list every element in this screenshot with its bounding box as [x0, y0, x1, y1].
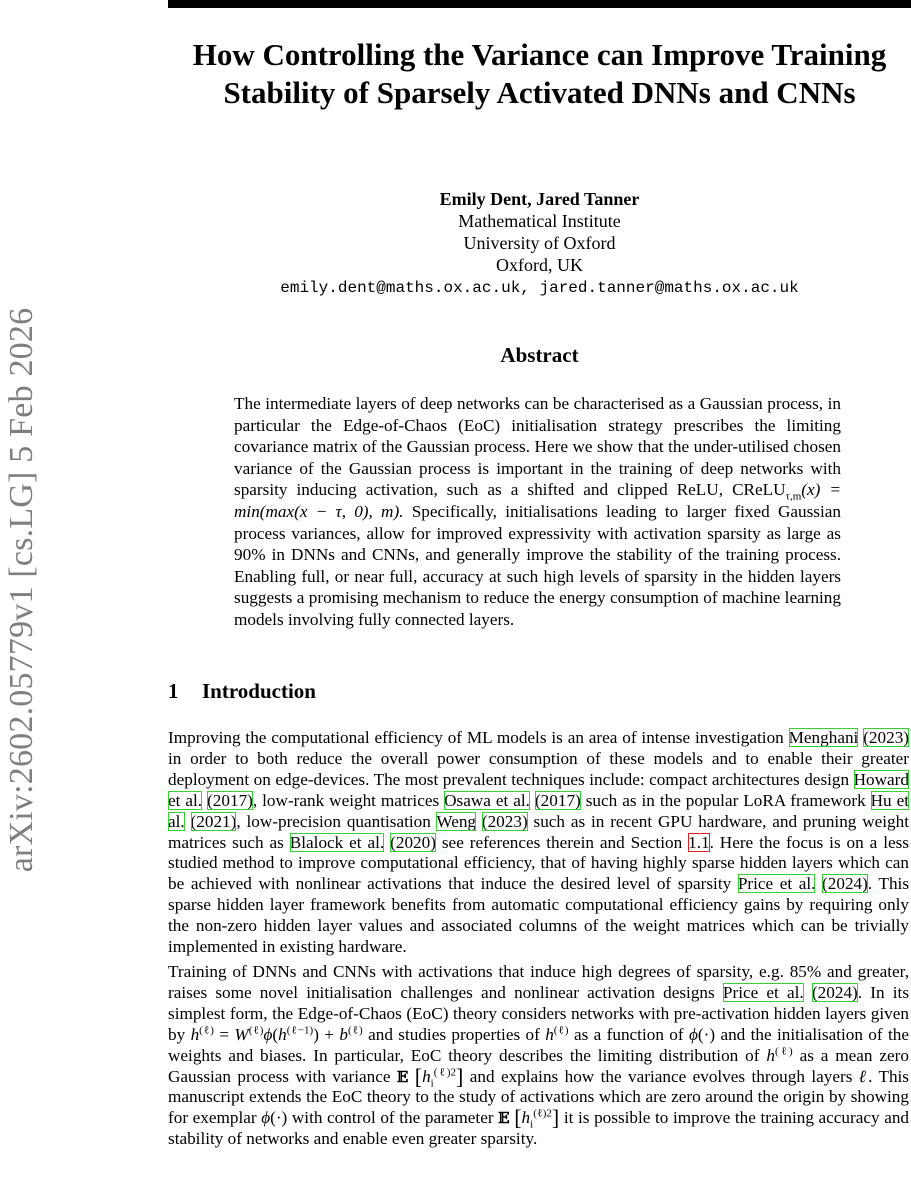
- citation-link[interactable]: Menghani: [788, 728, 859, 747]
- section-title: Introduction: [202, 679, 316, 703]
- section-heading-introduction: [168, 679, 316, 704]
- section-ref-link[interactable]: 1.1: [688, 832, 710, 852]
- citation-year-link[interactable]: (2024): [822, 874, 868, 894]
- citation-year-link[interactable]: (2020): [390, 832, 436, 852]
- title-line-1: How Controlling the Variance can Improve Training: [192, 37, 887, 72]
- author-emails: emily.dent@maths.ox.ac.uk, jared.tanner@maths.ox.ac.uk: [280, 279, 799, 297]
- abstract-text: The intermediate layers of deep networks can be characterised as a Gaussian process, in particular the Edge-of-Chaos (EoC) initialisation strategy prescribes the limiting covariance matrix of the Gaussian process. Here we show that the under-utilised chosen variance of the Gaussian process is important in the training of deep networks with sparsity inducing activation, such as a shifted and clipped ReLU, CReLU$_{\tau,m}$(x) = min(max(x − τ, 0), m). Specifically, initialisations leading to larger fixed Gaussian process variances, allow for improved expressivity with activation sparsity as large as 90% in DNNs and CNNs, and generally improve the stability of the training process. Enabling full, or near full, accuracy at such high levels of sparsity in the hidden layers suggests a promising mechanism to reduce the energy consumption of machine learning models involving fully connected layers.: [234, 394, 841, 629]
- math-h-ell: $h^{(\ell)}$: [766, 1044, 793, 1065]
- paper-title: [168, 36, 911, 112]
- math-ell: ℓ: [858, 1066, 869, 1086]
- citation-year-link[interactable]: (2023): [481, 811, 528, 831]
- citation-year-link[interactable]: (2024): [811, 982, 858, 1002]
- citation-link[interactable]: Blalock et al.: [289, 832, 385, 852]
- math-phi: ϕ(·): [688, 1024, 716, 1044]
- citation-link[interactable]: Price et al.: [737, 874, 816, 894]
- variance-expression: 𝔼 $[h_i^{(\ell)2}]$: [498, 1105, 560, 1131]
- citation-year-link[interactable]: (2021): [190, 811, 237, 831]
- citation-link[interactable]: Weng: [436, 811, 477, 831]
- preactivation-equation: $h^{(\ell)} = W^{(\ell)}\phi(h^{(\ell-1)}) + b^{(\ell)}$: [190, 1023, 363, 1044]
- citation-year-link[interactable]: (2017): [207, 790, 253, 810]
- citation-year-link[interactable]: (2023): [863, 728, 910, 747]
- arxiv-identifier: arXiv:2602.05779v1 [cs.LG] 5 Feb 2026: [3, 307, 40, 873]
- citation-link[interactable]: Price et al.: [722, 982, 804, 1002]
- citation-link[interactable]: Osawa et al.: [444, 790, 530, 810]
- abstract-heading: Abstract: [500, 343, 579, 367]
- title-line-2: Stability of Sparsely Activated DNNs and CNNs: [223, 75, 856, 110]
- arxiv-stamp: [0, 0, 44, 1200]
- intro-paragraph-1: Improving the computational efficiency of ML models is an area of intense investigation Menghani (2023) in order to both reduce the overall power consumption of these models and to enable their greater deployment on edge-devices. The most prevalent techniques include: compact architectures design Howard et al. (2017), low-rank weight matrices Osawa et al. (2017) such as in the popular LoRA framework Hu et al. (2021), low-precision quantisation Weng (2023) such as in recent GPU hardware, and pruning weight matrices such as Blalock et al. (2020) see references therein and Section 1.1. Here the focus is on a less studied method to improve computational efficiency, that of having highly sparse hidden layers which can be achieved with nonlinear activations that induce the desired level of sparsity Price et al. (2024). This sparse hidden layer framework benefits from automatic computational efficiency gains by requiring only the non-zero hidden layer values and associated columns of the weight matrices which can be trivially implemented in existing hardware.: [168, 728, 910, 957]
- author-location: Oxford, UK: [496, 255, 583, 275]
- crelu-formula: CReLU$_{\tau,m}$(x) = min(max(x − τ, 0), m).: [234, 480, 841, 521]
- math-h-ell: $h^{(\ell)}$: [545, 1023, 569, 1044]
- author-institute: Mathematical Institute: [458, 211, 621, 231]
- section-number: 1: [168, 679, 179, 703]
- variance-expression: 𝔼 $[h_i^{(\ell)2}]$: [396, 1063, 464, 1089]
- intro-paragraph-2: Training of DNNs and CNNs with activations that induce high degrees of sparsity, e.g. 85% and greater, raises some novel initialisation challenges and nonlinear activation designs Price et al. (2024). In its simplest form, the Edge-of-Chaos (EoC) theory considers networks with pre-activation hidden layers given by $h^{(\ell)} = W^{(\ell)}\phi(h^{(\ell-1)}) + b^{(\ell)}$ and studies properties of $h^{(\ell)}$ as a function of ϕ(·) and the initialisation of the weights and biases. In particular, EoC theory describes the limiting distribution of $h^{(\ell)}$ as a mean zero Gaussian process with variance 𝔼 $[h_i^{(\ell)2}]$ and explains how the variance evolves through layers ℓ. This manuscript extends the EoC theory to the study of activations which are zero around the origin by showing for exemplar ϕ(·) with control of the parameter 𝔼 $[h_i^{(\ell)2}]$ it is possible to improve the training accuracy and stability of networks and enable even greater sparsity.: [168, 962, 910, 1149]
- citation-link[interactable]: Hu et al.: [168, 790, 910, 831]
- top-rule: [168, 0, 911, 8]
- author-names: Emily Dent, Jared Tanner: [439, 189, 640, 209]
- math-phi: ϕ(·): [261, 1108, 288, 1128]
- author-block: [168, 188, 911, 299]
- author-university: University of Oxford: [463, 233, 616, 253]
- citation-year-link[interactable]: (2017): [534, 790, 581, 810]
- citation-link[interactable]: Howard et al.: [168, 769, 909, 810]
